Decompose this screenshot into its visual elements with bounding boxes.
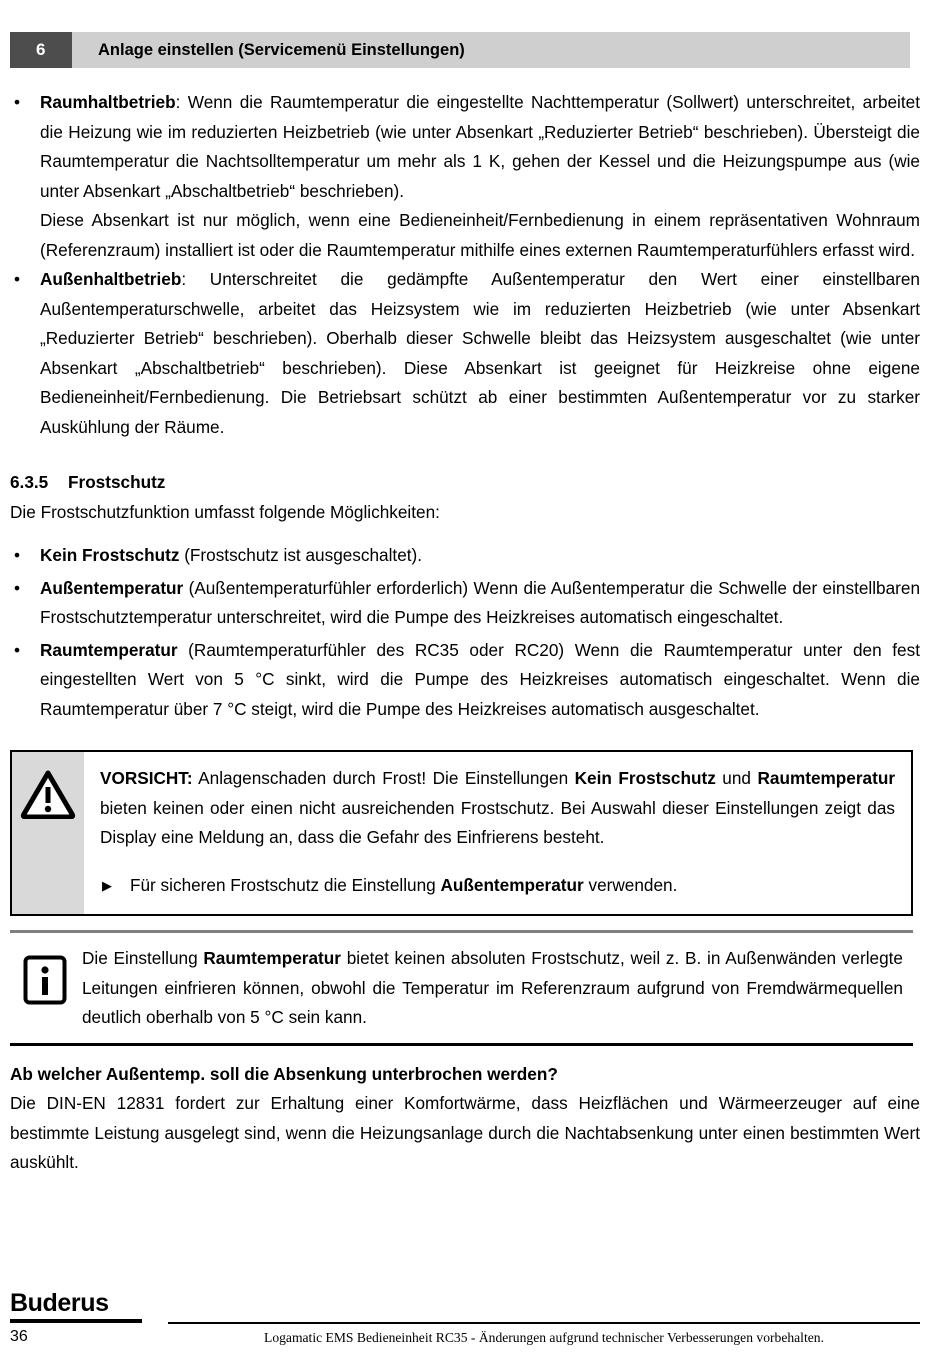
section-heading (10, 468, 920, 498)
warning-body (84, 752, 911, 914)
list-item-term: Raumhaltbetrieb (40, 92, 176, 112)
action-text-1: Für sicheren Frostschutz die Einstellung (130, 874, 441, 895)
list-item-subtext: Diese Absenkart ist nur möglich, wenn eine Bedieneinheit/Fernbedienung in einem repräsentativen Wohnraum (Referenzraum) installiert ist oder die Raumtemperatur mithilfe eines externen Raumtemperaturfühlers erfasst wird. (40, 210, 920, 260)
warning-icon-panel (12, 752, 84, 914)
bullet-marker: • (14, 545, 21, 565)
list-item-term: Kein Frostschutz (40, 545, 180, 565)
chapter-number-badge: 6 (10, 32, 72, 68)
page-header (10, 32, 910, 68)
warning-paragraph (100, 764, 895, 853)
info-paragraph (82, 944, 903, 1033)
list-item (10, 88, 920, 206)
warning-text-1: Anlagenschaden durch Frost! Die Einstellungen (192, 768, 575, 788)
page-footer (10, 1289, 920, 1354)
brand-logo: Buderus (10, 1289, 109, 1317)
page-number: 36 (10, 1328, 28, 1345)
list-item-text: : Wenn die Raumtemperatur die eingestellte Nachttemperatur (Sollwert) unterschreitet, arbeitet die Heizung wie im reduzierten Heizbetrieb (wie unter Absenkart „Reduzierter Betrieb“ beschrieben). Übersteigt die Raumtemperatur die Nachtsolltemperatur um mehr als 1 K, gehen der Kessel und die Heizungspumpe aus (wie unter Absenkart „Abschaltbetrieb“ beschrieben). (40, 92, 920, 201)
brand-logo-underline (10, 1319, 142, 1323)
list-item-term: Außentemperatur (40, 577, 184, 598)
info-rule-bottom (10, 1043, 913, 1046)
warning-triangle-icon (20, 769, 76, 819)
warning-action-item (100, 871, 895, 901)
warning-signal-word: VORSICHT: (100, 768, 193, 788)
footer-note: Logamatic EMS Bedieneinheit RC35 - Änderungen aufgrund technischer Verbesserungen vorbehalten. (264, 1330, 824, 1345)
action-triangle-icon: ▶ (102, 877, 112, 893)
list-item (10, 574, 920, 633)
list-item (10, 541, 920, 571)
page-content (10, 88, 920, 1178)
section-intro-paragraph: Die Frostschutzfunktion umfasst folgende Möglichkeiten: (10, 501, 440, 522)
warning-callout-box (10, 750, 913, 916)
action-text-2: verwenden. (583, 874, 678, 895)
info-icon-panel (10, 944, 82, 1033)
footer-logo-row (10, 1289, 920, 1323)
info-body (82, 944, 913, 1033)
info-callout-box (10, 930, 913, 1046)
list-item-text: : Unterschreitet die gedämpfte Außentemperatur den Wert einer einstellbaren Außentemperaturschwelle, arbeitet das Heizsystem wie im reduzierten Heizbetrieb (wie unter Absenkart „Reduzierter Betrieb“ beschrieben). Oberhalb dieser Schwelle bleibt das Heizsystem ausgeschaltet (wie unter Absenkart „Abschaltbetrieb“ beschrieben). Diese Absenkart ist geeignet für Heizkreise ohne eigene Bedieneinheit/Fernbedienung. Die Betriebsart schützt ab einer bestimmten Außentemperatur vor zu starker Auskühlung der Räume. (40, 269, 920, 437)
list-item (10, 636, 920, 725)
footer-divider (168, 1322, 920, 1324)
action-bold: Außentemperatur (440, 874, 584, 895)
warning-text-3: bieten keinen oder einen nicht ausreichenden Frostschutz. Bei Auswahl dieser Einstellungen zeigt das Display eine Meldung an, dass die Gefahr des Einfrierens besteht. (100, 797, 895, 847)
section-title: Frostschutz (68, 472, 166, 492)
page-title: Anlage einstellen (Servicemenü Einstellungen) (98, 40, 465, 59)
info-text-1: Die Einstellung (82, 948, 204, 968)
list-item (10, 265, 920, 442)
list-item-term: Außenhaltbetrieb (40, 269, 182, 289)
bullet-marker: • (14, 577, 21, 598)
list-item-text: (Raumtemperaturfühler des RC35 oder RC20) Wenn die Raumtemperatur unter den fest eingestellten Wert von 5 °C sinkt, wird die Pumpe des Heizkreises automatisch eingeschaltet. Wenn die Raumtemperatur über 7 °C steigt, wird die Pumpe des Heizkreises automatisch ausgeschaltet. (40, 639, 920, 719)
list-item-text: (Frostschutz ist ausgeschaltet). (179, 545, 423, 565)
warning-text-2: und (715, 768, 758, 788)
qa-heading: Ab welcher Außentemp. soll die Absenkung unterbrochen werden? (10, 1063, 558, 1084)
bullet-marker: • (14, 269, 21, 289)
info-text-2: bietet keinen absoluten Frostschutz, weil z. B. in Außenwänden verlegte Leitungen einfrieren können, obwohl die Temperatur im Referenzraum aufgrund von Fremdwärmequellen deutlich oberhalb von 5 °C sein kann. (82, 948, 903, 1027)
warning-bold-1: Kein Frostschutz (574, 768, 716, 788)
warning-bold-2: Raumtemperatur (757, 768, 896, 788)
section-number: 6.3.5 (10, 472, 49, 492)
bullet-marker: • (14, 639, 21, 660)
bullet-marker: • (14, 92, 21, 112)
footer-bottom-row (10, 1328, 920, 1354)
list-item-text: (Außentemperaturfühler erforderlich) Wenn die Außentemperatur die Schwelle der einstellbaren Frostschutztemperatur unterschreitet, wird die Pumpe des Heizkreises automatisch eingeschaltet. (40, 577, 920, 627)
info-bold-1: Raumtemperatur (203, 948, 341, 968)
information-icon (22, 954, 68, 1006)
info-row (10, 933, 913, 1043)
list-item-term: Raumtemperatur (40, 639, 178, 660)
qa-paragraph: Die DIN-EN 12831 fordert zur Erhaltung einer Komfortwärme, dass Heizflächen und Wärmeerzeuger auf eine bestimmte Leistung ausgelegt sind, wenn die Heizungsanlage durch die Nachtabsenkung unter einen bestimmten Wert auskühlt. (10, 1093, 920, 1172)
